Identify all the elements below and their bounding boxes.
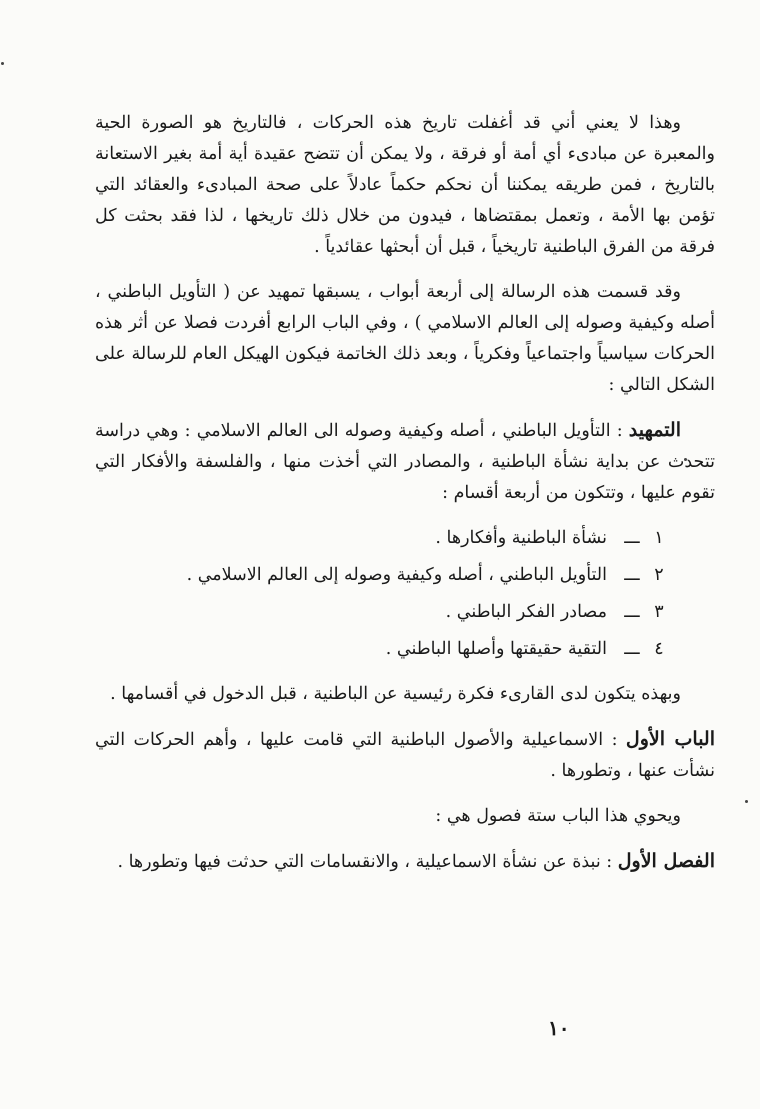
list-item <box>95 560 715 591</box>
chapter-one-heading: الباب الأول <box>625 728 715 750</box>
paragraph-introduction <box>95 415 715 509</box>
list-item-text: مصادر الفكر الباطني . <box>445 602 607 622</box>
list-item-number: ٤ <box>654 639 664 659</box>
section-one-text: : نبذة عن نشأة الاسماعيلية ، والانقسامات التي حدثت فيها وتطورها . <box>117 852 618 872</box>
list-item-dash: ـــ <box>624 602 640 622</box>
paragraph-structure: وقد قسمت هذه الرسالة إلى أربعة أبواب ، يسبقها تمهيد عن ( التأويل الباطني ، أصله وكيفية وصوله إلى العالم الاسلامي ) ، وفي الباب الرابع أفردت فصلا عن أثر هذه الحركات سياسياً واجتماعياً وفكرياً ، وبعد ذلك الخاتمة فيكون الهيكل العام للرسالة على الشكل التالي : <box>95 282 715 395</box>
scan-speck <box>745 800 748 803</box>
chapter-one-text: : الاسماعيلية والأصول الباطنية التي قامت عليها ، وأهم الحركات التي نشأت عنها ، وتطورها . <box>95 730 715 781</box>
page-number: ١٠ <box>548 1016 570 1040</box>
paragraph-summary: وبهذه يتكون لدى القارىء فكرة رئيسية عن الباطنية ، قبل الدخول في أقسامها . <box>110 684 681 704</box>
list-item-dash: ـــ <box>624 639 640 659</box>
list-item-number: ١ <box>654 528 664 548</box>
paragraph-history: وهذا لا يعني أني قد أغفلت تاريخ هذه الحركات ، فالتاريخ هو الصورة الحية والمعبرة عن مبادىء أي أمة أو فرقة ، ولا يمكن أن تتضح عقيدة أية أمة بغير الاستعانة بالتاريخ ، فمن طريقه يمكننا أن نحكم حكماً عادلاً على صحة المبادىء والعقائد التي تؤمن بها الأمة ، وتعمل بمقتضاها ، فيدون من خلال ذلك تاريخها ، لذا فقد بحثت كل فرقة من الفرق الباطنية تاريخياً ، قبل أن أبحثها عقائدياً . <box>95 113 715 257</box>
list-item-text: التأويل الباطني ، أصله وكيفية وصوله إلى العالم الاسلامي . <box>186 565 607 585</box>
list-item-text: التقية حقيقتها وأصلها الباطني . <box>385 639 607 659</box>
document-body <box>95 108 715 892</box>
sections-list <box>95 523 715 665</box>
introduction-text: : التأويل الباطني ، أصله وكيفية وصوله الى العالم الاسلامي : وهي دراسة تتحدث عن بداية نشأة الباطنية ، والمصادر التي أخذت منها ، والفلسفة والأفكار التي تقوم عليها ، وتتكون من أربعة أقسام : <box>95 421 715 503</box>
scan-speck <box>1 62 4 65</box>
list-item <box>95 523 715 554</box>
list-item-dash: ـــ <box>624 565 640 585</box>
section-one-heading: الفصل الأول <box>617 850 715 872</box>
list-item-text: نشأة الباطنية وأفكارها . <box>435 528 607 548</box>
paragraph-chapter-sections: ويحوي هذا الباب ستة فصول هي : <box>435 806 681 826</box>
list-item-dash: ـــ <box>624 528 640 548</box>
list-item <box>95 634 715 665</box>
introduction-heading: التمهيد <box>628 419 681 441</box>
paragraph-section-one <box>95 846 715 878</box>
list-item <box>95 597 715 628</box>
list-item-number: ٣ <box>654 602 664 622</box>
list-item-number: ٢ <box>654 565 664 585</box>
paragraph-chapter-one <box>95 724 715 787</box>
